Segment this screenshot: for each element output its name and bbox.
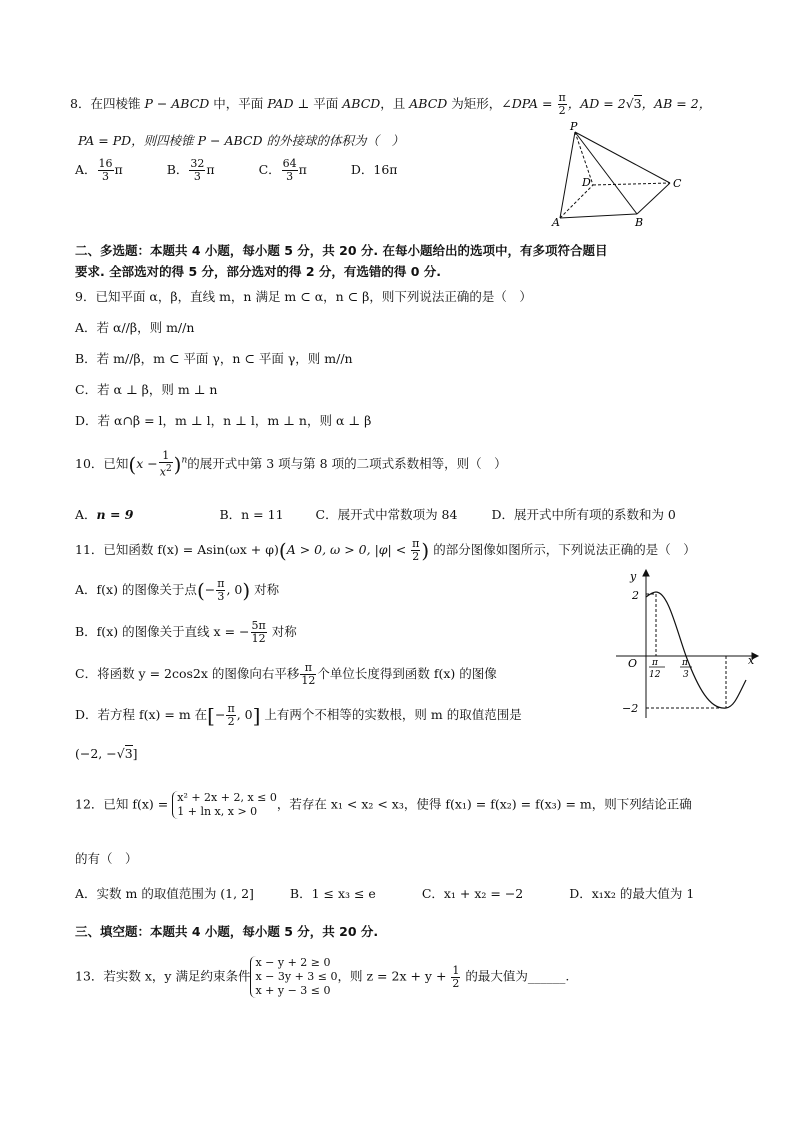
q11-option-d: D．若方程 f(x) = m 在[− $\frac{\pi}{2}$ , 0] 上有两个不相等的实数根，则 m 的取值范围是: [75, 702, 522, 728]
label-a: A: [552, 216, 560, 229]
label-d: D: [582, 176, 591, 189]
q8-line2: PA = PD，则四棱锥 P − ABCD 的外接球的体积为（ ）: [78, 133, 404, 148]
q11-stem: 11．已知函数 f(x) = Asin(ωx + φ)(A > 0, ω > 0, |φ| < $\frac{\pi}{2}$ ) 的部分图像如图所示，下列说法正确的是（ ）: [75, 537, 696, 563]
label-c: C: [673, 177, 682, 190]
q8-option-b: B． $\frac{32}{3}$ π: [166, 157, 215, 183]
tick-pi3-num: π: [682, 658, 688, 668]
section2-line1: 二、多选题：本题共 4 小题，每小题 5 分，共 20 分. 在每小题给出的选项中，有多项符合题目: [75, 243, 608, 258]
q12-line2: 的有（ ）: [75, 851, 138, 866]
q9-stem: 9．已知平面 α，β，直线 m，n 满足 m ⊂ α，n ⊂ β，则下列说法正确的是（ ）: [75, 289, 532, 304]
q12-option-a: A．实数 m 的取值范围为 (1, 2]: [75, 886, 254, 901]
q9-option-c: C．若 α ⊥ β，则 m ⊥ n: [75, 382, 218, 397]
section2-line2: 要求. 全部选对的得 5 分，部分选对的得 2 分，有选错的得 0 分.: [75, 264, 442, 279]
tick-pi3-den: 3: [683, 670, 689, 680]
q10-stem: 10．已知(x − $\frac{1}{x^2}$ )$^n$的展开式中第 3 项与第 8 项的二项式系数相等，则（ ）: [75, 449, 507, 479]
tick-neg2: −2: [622, 702, 639, 715]
q10-option-b: B．n = 11: [219, 507, 284, 522]
q10-option-c: C．展开式中常数项为 84: [315, 507, 458, 522]
origin-label: O: [628, 657, 638, 670]
axis-x-label: x: [748, 654, 755, 667]
label-b: B: [635, 216, 644, 229]
section3-heading: 三、填空题：本题共 4 小题，每小题 5 分，共 20 分.: [75, 924, 379, 939]
q8-line1: 8．在四棱锥 P − ABCD 中，平面 PAD ⊥ 平面 ABCD，且 ABCD 为矩形，∠DPA = $\frac{\pi}{2}$ ，AD = 2√3，AB = 2，: [70, 91, 712, 117]
q8-options: [75, 158, 398, 183]
q8-option-a: A． $\frac{16}{3}$ π: [75, 157, 123, 183]
q10-option-a: A．n = 9: [75, 507, 134, 522]
q8-option-d: D．16π: [350, 162, 398, 177]
q11-option-b: B．f(x) 的图像关于直线 x = − $\frac{5\pi}{12}$ 对称: [75, 619, 297, 645]
q12-option-d: D．x₁x₂ 的最大值为 1: [569, 886, 695, 901]
q8-option-c: C． $\frac{64}{3}$ π: [258, 157, 307, 183]
q11-option-d-range: (−2, −√3]: [75, 746, 138, 761]
q12-stem: 12．已知 f(x) = x² + 2x + 2, x ≤ 0 1 + ln x, x > 0 ，若存在 x₁ < x₂ < x₃，使得 f(x₁) = f(x₂) = f(x₃) = m，则下列结论正确: [75, 791, 692, 818]
q10-option-d: D．展开式中所有项的系数和为 0: [491, 507, 676, 522]
q11-option-c: C．将函数 y = 2cos2x 的图像向右平移 $\frac{\pi}{12}$ 个单位长度得到函数 f(x) 的图像: [75, 661, 497, 687]
q13-stem: 13．若实数 x，y 满足约束条件 x − y + 2 ≥ 0 x − 3y + 3 ≤ 0 x + y − 3 ≤ 0 ，则 z = 2x + y + $\frac{1}{2}$ 的最大值为______.: [75, 956, 570, 997]
q12-options: [75, 884, 694, 902]
label-p: P: [570, 120, 578, 133]
axis-y-label: y: [630, 570, 637, 583]
q11-option-a: A．f(x) 的图像关于点(− $\frac{\pi}{3}$ , 0) 对称: [75, 577, 280, 603]
q9-option-d: D．若 α∩β = l，m ⊥ l，n ⊥ l，m ⊥ n，则 α ⊥ β: [75, 413, 372, 428]
q12-option-b: B．1 ≤ x₃ ≤ e: [289, 886, 376, 901]
q9-option-b: B．若 m//β，m ⊂ 平面 γ，n ⊂ 平面 γ，则 m//n: [75, 351, 353, 366]
q9-option-a: A．若 α//β，则 m//n: [75, 320, 195, 335]
q12-option-c: C．x₁ + x₂ = −2: [421, 886, 524, 901]
pyramid-figure: [545, 118, 695, 230]
tick-pi12-num: π: [652, 658, 658, 668]
sine-graph: [612, 568, 760, 720]
tick-2: 2: [632, 589, 639, 602]
tick-pi12-den: 12: [649, 670, 661, 680]
q10-options: [75, 505, 676, 523]
